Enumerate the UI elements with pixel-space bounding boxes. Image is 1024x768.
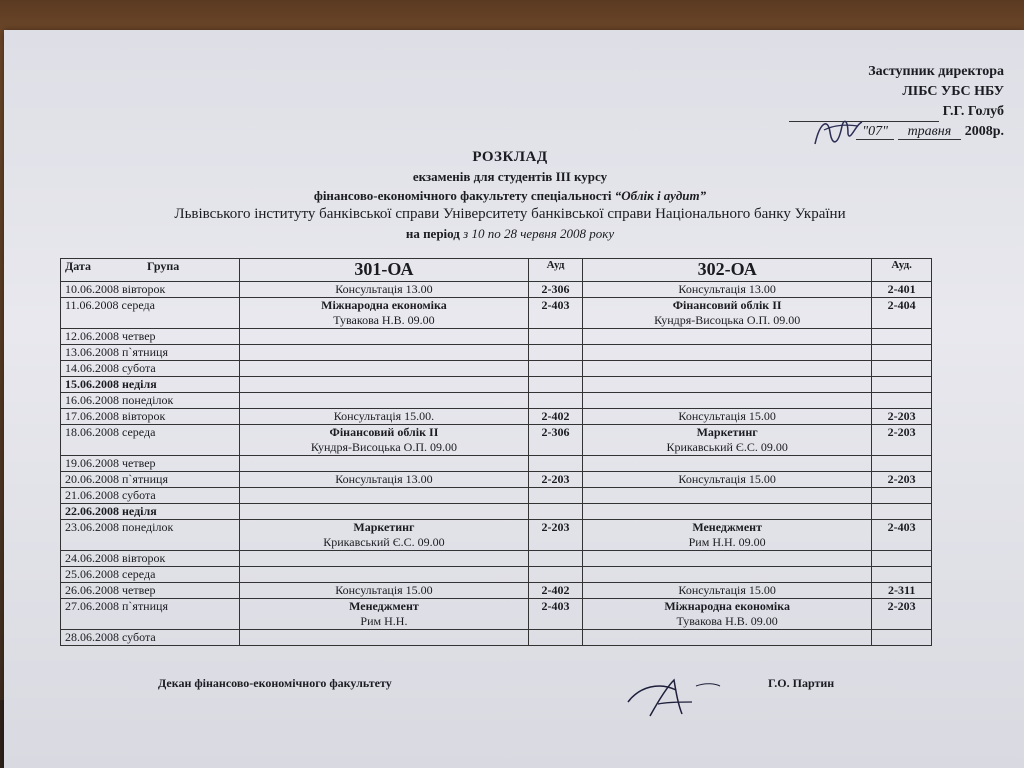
consultation-cell: Консультація 15.00. — [239, 409, 528, 425]
room-302-cell — [872, 377, 932, 393]
table-row — [61, 599, 932, 630]
room-301-cell: 2-306 — [529, 425, 583, 456]
room-302-cell — [872, 630, 932, 646]
table-body — [61, 282, 932, 646]
date-cell: 23.06.2008 понеділок — [61, 520, 240, 551]
group-301-cell — [239, 456, 528, 472]
group-301-cell — [239, 425, 528, 456]
date-cell: 22.06.2008 неділя — [61, 504, 240, 520]
exam-teacher-time: Кундря-Висоцька О.П. 09.00 — [654, 313, 801, 327]
room-302-cell — [872, 488, 932, 504]
consultation-cell: Консультація 15.00 — [582, 472, 871, 488]
group-302-cell — [582, 456, 871, 472]
room-301-cell — [529, 551, 583, 567]
table-row — [61, 551, 932, 567]
date-cell: 25.06.2008 середа — [61, 567, 240, 583]
room-301-cell — [529, 456, 583, 472]
title-period — [120, 224, 900, 243]
group-302-cell — [582, 345, 871, 361]
table-row — [61, 472, 932, 488]
title-specialty: “Облік і аудит” — [614, 188, 707, 203]
exam-subject: Менеджмент — [349, 599, 419, 613]
room-302-cell — [872, 456, 932, 472]
table-row — [61, 282, 932, 298]
approval-date — [764, 122, 1004, 142]
group-302-cell — [582, 393, 871, 409]
exam-subject: Міжнародна економіка — [664, 599, 790, 613]
exam-teacher-time: Рим Н.Н. — [360, 614, 408, 628]
room-302-cell: 2-401 — [872, 282, 932, 298]
group-301-cell — [239, 329, 528, 345]
group-301-cell — [239, 298, 528, 329]
group-301-cell — [239, 345, 528, 361]
approval-month: травня — [898, 124, 962, 140]
group-302-cell — [582, 567, 871, 583]
table-row — [61, 298, 932, 329]
approval-institution: ЛІБС УБС НБУ — [902, 84, 1004, 99]
room-301-cell — [529, 361, 583, 377]
group-302-cell — [582, 599, 871, 630]
group-302-cell — [582, 298, 871, 329]
group-302-cell — [582, 329, 871, 345]
exam-teacher-time: Рим Н.Н. 09.00 — [688, 535, 766, 549]
group-301-cell — [239, 551, 528, 567]
room-301-cell: 2-203 — [529, 520, 583, 551]
header-date: Дата — [65, 259, 91, 273]
approval-signature-icon — [810, 112, 870, 152]
title-main: РОЗКЛАД — [472, 149, 548, 165]
approval-title: Заступник директора — [868, 64, 1004, 79]
group-302-cell — [582, 425, 871, 456]
group-301-cell — [239, 567, 528, 583]
header-date-group — [61, 259, 240, 282]
dean-name: Г.О. Партин — [768, 676, 835, 690]
group-302-cell — [582, 630, 871, 646]
date-cell: 27.06.2008 п`ятниця — [61, 599, 240, 630]
room-301-cell: 2-306 — [529, 282, 583, 298]
approval-year: 2008р. — [964, 124, 1004, 139]
table-row — [61, 583, 932, 599]
exam-teacher-time: Крикавський Є.С. 09.00 — [666, 440, 788, 454]
table-row — [61, 488, 932, 504]
table-row — [61, 567, 932, 583]
dean-title: Декан фінансово-економічного факультету — [158, 676, 392, 690]
table-header-row — [61, 259, 932, 282]
date-cell: 28.06.2008 субота — [61, 630, 240, 646]
room-301-cell: 2-403 — [529, 599, 583, 630]
exam-teacher-time: Тувакова Н.В. 09.00 — [676, 614, 778, 628]
room-301-cell: 2-203 — [529, 472, 583, 488]
room-302-cell: 2-403 — [872, 520, 932, 551]
room-302-cell: 2-203 — [872, 472, 932, 488]
table-row — [61, 504, 932, 520]
table-row — [61, 409, 932, 425]
room-302-cell: 2-203 — [872, 425, 932, 456]
date-cell: 10.06.2008 вівторок — [61, 282, 240, 298]
dean-signature-icon — [620, 672, 730, 722]
exam-subject: Менеджмент — [692, 520, 762, 534]
room-301-cell: 2-403 — [529, 298, 583, 329]
approval-block — [764, 62, 1004, 142]
exam-teacher-time: Кундря-Висоцька О.П. 09.00 — [310, 440, 457, 454]
table-row — [61, 345, 932, 361]
header-aud-1: Ауд — [529, 259, 583, 282]
title-period-dates: з 10 по 28 червня 2008 року — [463, 226, 615, 241]
group-302-cell — [582, 551, 871, 567]
date-cell: 15.06.2008 неділя — [61, 377, 240, 393]
exam-subject: Міжнародна економіка — [321, 298, 447, 312]
exam-teacher-time: Крикавський Є.С. 09.00 — [323, 535, 445, 549]
date-cell: 14.06.2008 субота — [61, 361, 240, 377]
date-cell: 16.06.2008 понеділок — [61, 393, 240, 409]
room-302-cell: 2-203 — [872, 599, 932, 630]
exam-subject: Фінансовий облік II — [672, 298, 782, 312]
table-row — [61, 393, 932, 409]
room-302-cell — [872, 551, 932, 567]
document-title — [120, 148, 900, 243]
exam-subject: Маркетинг — [353, 520, 415, 534]
exam-subject: Фінансовий облік II — [329, 425, 439, 439]
room-301-cell — [529, 345, 583, 361]
approval-day: "07" — [856, 124, 894, 140]
consultation-cell: Консультація 15.00 — [239, 583, 528, 599]
table-row — [61, 456, 932, 472]
table-row — [61, 377, 932, 393]
title-faculty — [120, 186, 900, 205]
date-cell: 19.06.2008 четвер — [61, 456, 240, 472]
header-group: Група — [147, 259, 180, 273]
group-301-cell — [239, 630, 528, 646]
room-302-cell — [872, 567, 932, 583]
room-301-cell — [529, 504, 583, 520]
title-institute: Львівського інституту банківської справи Університету банківської справи Національного банку України — [174, 206, 846, 222]
room-302-cell — [872, 345, 932, 361]
consultation-cell: Консультація 13.00 — [239, 282, 528, 298]
group-302-cell — [582, 361, 871, 377]
room-302-cell: 2-203 — [872, 409, 932, 425]
title-exams: екзаменів для студентів III курсу — [412, 169, 608, 184]
header-aud-2: Ауд. — [872, 259, 932, 282]
approval-signature-line — [764, 102, 1004, 122]
approval-name: Г.Г. Голуб — [942, 104, 1004, 119]
room-302-cell — [872, 361, 932, 377]
group-301-cell — [239, 599, 528, 630]
title-faculty-text: фінансово-економічного факультету спеціальності — [313, 188, 612, 203]
title-period-prefix: на період — [405, 226, 460, 241]
exam-schedule-table — [60, 258, 932, 646]
consultation-cell: Консультація 15.00 — [582, 583, 871, 599]
room-301-cell — [529, 393, 583, 409]
group-301-cell — [239, 504, 528, 520]
group-302-cell — [582, 520, 871, 551]
group-301-cell — [239, 361, 528, 377]
consultation-cell: Консультація 15.00 — [582, 409, 871, 425]
room-302-cell — [872, 504, 932, 520]
group-301-cell — [239, 393, 528, 409]
table-row — [61, 361, 932, 377]
date-cell: 11.06.2008 середа — [61, 298, 240, 329]
room-302-cell: 2-311 — [872, 583, 932, 599]
group-302-cell — [582, 377, 871, 393]
group-301-cell — [239, 520, 528, 551]
room-302-cell — [872, 393, 932, 409]
table-row — [61, 329, 932, 345]
date-cell: 12.06.2008 четвер — [61, 329, 240, 345]
group-302-cell — [582, 488, 871, 504]
room-301-cell — [529, 488, 583, 504]
consultation-cell: Консультація 13.00 — [239, 472, 528, 488]
room-301-cell — [529, 377, 583, 393]
date-cell: 26.06.2008 четвер — [61, 583, 240, 599]
table-row — [61, 520, 932, 551]
date-cell: 17.06.2008 вівторок — [61, 409, 240, 425]
date-cell: 18.06.2008 середа — [61, 425, 240, 456]
date-cell: 24.06.2008 вівторок — [61, 551, 240, 567]
date-cell: 20.06.2008 п`ятниця — [61, 472, 240, 488]
header-group-301: 301-ОА — [239, 259, 528, 282]
room-301-cell — [529, 630, 583, 646]
group-302-cell — [582, 504, 871, 520]
room-301-cell — [529, 567, 583, 583]
room-301-cell — [529, 329, 583, 345]
room-302-cell: 2-404 — [872, 298, 932, 329]
date-cell: 13.06.2008 п`ятниця — [61, 345, 240, 361]
room-302-cell — [872, 329, 932, 345]
exam-subject: Маркетинг — [696, 425, 758, 439]
group-301-cell — [239, 377, 528, 393]
table-row — [61, 425, 932, 456]
room-301-cell: 2-402 — [529, 583, 583, 599]
exam-teacher-time: Тувакова Н.В. 09.00 — [333, 313, 435, 327]
date-cell: 21.06.2008 субота — [61, 488, 240, 504]
consultation-cell: Консультація 13.00 — [582, 282, 871, 298]
header-group-302: 302-ОА — [582, 259, 871, 282]
group-301-cell — [239, 488, 528, 504]
table-row — [61, 630, 932, 646]
room-301-cell: 2-402 — [529, 409, 583, 425]
